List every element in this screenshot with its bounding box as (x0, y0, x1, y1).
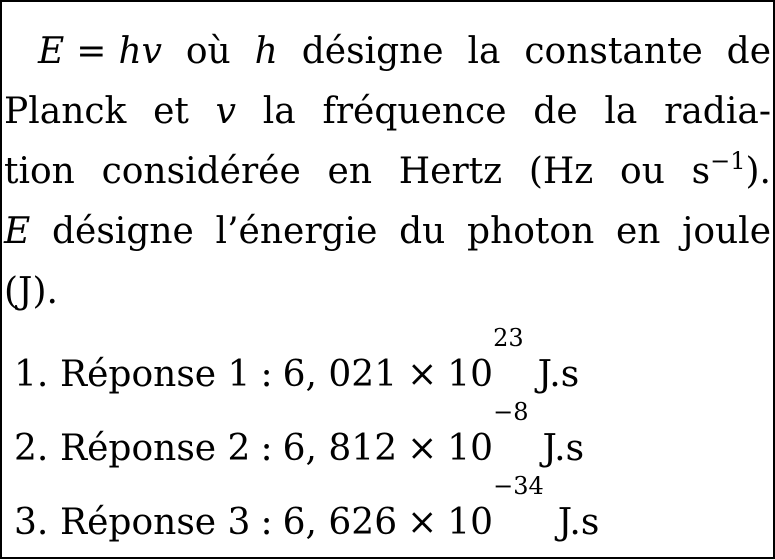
statement-line-3 (4, 142, 771, 202)
answer-base: 10 (447, 502, 494, 543)
answer-exponent: −34 (493, 472, 544, 500)
statement-line-1 (4, 22, 771, 82)
planck-symbol: h (254, 31, 278, 72)
line-3-text: tion considérée en Hertz (Hz ou s (4, 151, 711, 192)
line-4-tail: désigne l’énergie du photon en joule (30, 211, 771, 252)
answer-option-3[interactable] (14, 472, 600, 560)
answer-colon: : (260, 428, 273, 469)
answer-mantissa: 6, 626 (282, 502, 398, 543)
formula-energy-symbol: E (38, 31, 65, 72)
line-3-end: ). (745, 151, 771, 192)
formula (38, 31, 162, 72)
line-5-text: (J). (4, 271, 58, 312)
answer-label: Réponse 1 (60, 354, 251, 395)
statement-paragraph (4, 22, 771, 322)
answer-base: 10 (447, 354, 494, 395)
answer-label: Réponse 2 (60, 428, 251, 469)
answer-number: 1. (14, 354, 49, 395)
answer-number: 2. (14, 428, 49, 469)
answer-colon: : (260, 354, 273, 395)
answer-unit: J.s (557, 502, 600, 543)
formula-planck-symbol: h (118, 31, 142, 72)
answer-unit: J.s (542, 428, 585, 469)
line-1-tail: désigne la constante de (277, 31, 771, 72)
answer-unit: J.s (537, 354, 580, 395)
times-sign: × (407, 354, 438, 395)
statement-line-5 (4, 262, 771, 322)
hertz-exponent: −1 (710, 147, 746, 175)
answer-label: Réponse 3 (60, 502, 251, 543)
answer-number: 3. (14, 502, 49, 543)
times-sign: × (407, 502, 438, 543)
statement-line-4 (4, 202, 771, 262)
answer-list (14, 324, 600, 560)
answer-base: 10 (447, 428, 494, 469)
answer-mantissa: 6, 812 (282, 428, 398, 469)
energy-symbol: E (4, 211, 31, 252)
frequency-symbol: v (215, 91, 236, 132)
line-2-start: Planck et (4, 91, 216, 132)
statement-line-2 (4, 82, 771, 142)
answer-colon: : (260, 502, 273, 543)
line-1-connector: où (161, 31, 255, 72)
line-2-tail: la fréquence de la radia- (236, 91, 771, 132)
answer-exponent: −8 (493, 398, 529, 426)
answer-mantissa: 6, 021 (282, 354, 398, 395)
formula-equals-sign: = (76, 31, 107, 72)
times-sign: × (407, 428, 438, 469)
formula-frequency-symbol: v (141, 31, 162, 72)
answer-exponent: 23 (493, 324, 524, 352)
